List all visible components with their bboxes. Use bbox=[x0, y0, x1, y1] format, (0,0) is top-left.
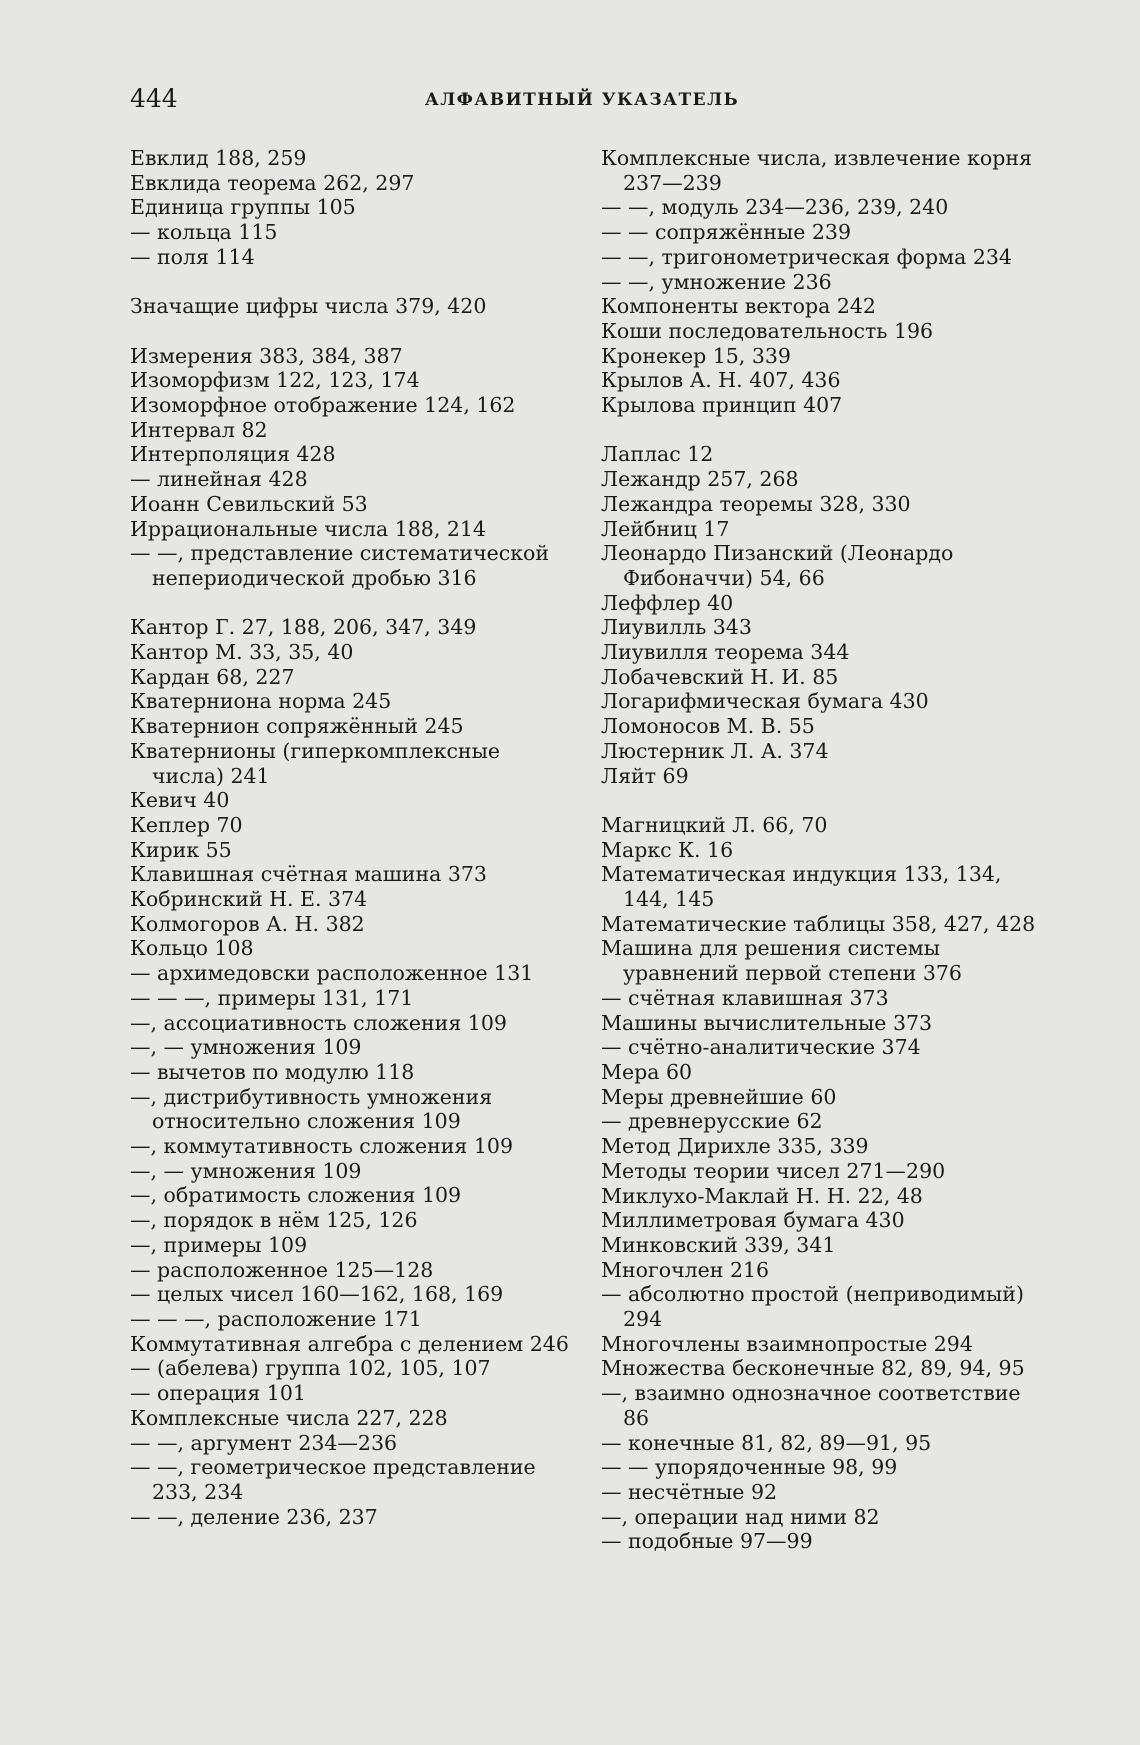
index-entry: Изоморфное отображение 124, 162 bbox=[130, 393, 516, 417]
index-entry: Множества бесконечные 82, 89, 94, 95 bbox=[601, 1356, 1025, 1381]
index-entry: Математические таблицы 358, 427, 428 bbox=[601, 911, 1036, 936]
index-entry: Колмогоров А. Н. 382 bbox=[130, 911, 365, 936]
letter-group-gap bbox=[601, 418, 1041, 443]
index-entry: — — сопряжённые 239 bbox=[601, 220, 851, 245]
index-entry: — счётная клавишная 373 bbox=[601, 985, 889, 1010]
index-entry: — древнерусские 62 bbox=[601, 1109, 823, 1134]
index-column-right bbox=[601, 146, 1041, 1554]
index-entry: Машины вычислительные 373 bbox=[601, 1010, 933, 1035]
index-entry: —, взаимно однозначное соответствие 86 bbox=[601, 1381, 1021, 1430]
index-entry: Коши последовательность 196 bbox=[601, 318, 934, 343]
index-entry: Единица группы 105 bbox=[130, 195, 356, 220]
index-entry: — расположенное 125—128 bbox=[130, 1257, 434, 1282]
index-entry: Люстерник Л. А. 374 bbox=[601, 738, 829, 763]
index-entry: Маркс К. 16 bbox=[601, 837, 734, 862]
index-entry: — —, умножение 236 bbox=[601, 269, 832, 294]
index-entry: —, дистрибутивность умножения относительно сложения 109 bbox=[130, 1084, 493, 1134]
index-entry: Кеплер 70 bbox=[130, 812, 243, 837]
index-entry: Кватернион сопряжённый 245 bbox=[130, 714, 464, 739]
index-entry: Кватернионы (гиперкомплексные числа) 241 bbox=[130, 738, 501, 788]
index-entry: Меры древнейшие 60 bbox=[601, 1084, 837, 1109]
index-entry: —, — умножения 109 bbox=[130, 1035, 362, 1060]
index-entry: Мера 60 bbox=[601, 1059, 693, 1084]
index-entry: — —, аргумент 234—236 bbox=[130, 1430, 398, 1455]
letter-group-gap bbox=[130, 591, 570, 616]
index-entry: — абсолютно простой (неприводимый) 294 bbox=[601, 1282, 1024, 1332]
page-number: 444 bbox=[130, 84, 178, 113]
index-entry: — (абелева) группа 102, 105, 107 bbox=[130, 1356, 491, 1381]
index-entry: Комплексные числа 227, 228 bbox=[130, 1405, 448, 1430]
index-entry: Лиувилль 343 bbox=[601, 615, 752, 640]
index-entry: — —, представление систематической непериодической дробью 316 bbox=[130, 541, 550, 590]
index-entry: Лаплас 12 bbox=[601, 442, 714, 467]
index-entry: Машина для решения системы уравнений первой степени 376 bbox=[601, 936, 962, 986]
letter-group-gap bbox=[130, 319, 570, 344]
index-entry: Лобачевский Н. И. 85 bbox=[601, 664, 839, 689]
index-entry: Миклухо-Маклай Н. Н. 22, 48 bbox=[601, 1183, 923, 1208]
index-entry: —, обратимость сложения 109 bbox=[130, 1183, 462, 1208]
index-entry: —, коммутативность сложения 109 bbox=[130, 1134, 513, 1159]
index-entry: —, — умножения 109 bbox=[130, 1158, 362, 1183]
index-entry: Минковский 339, 341 bbox=[601, 1232, 836, 1257]
index-entry: — операция 101 bbox=[130, 1381, 306, 1406]
index-entry: — конечные 81, 82, 89—91, 95 bbox=[601, 1430, 932, 1455]
index-entry: Кватерниона норма 245 bbox=[130, 689, 392, 714]
index-entry: Логарифмическая бумага 430 bbox=[601, 689, 929, 714]
index-entry: Значащие цифры числа 379, 420 bbox=[130, 294, 487, 319]
index-entry: Лежандра теоремы 328, 330 bbox=[601, 491, 911, 516]
index-entry: — целых чисел 160—162, 168, 169 bbox=[130, 1282, 504, 1307]
index-entry: — — —, расположение 171 bbox=[130, 1307, 422, 1331]
index-entry: Лейбниц 17 bbox=[601, 516, 730, 541]
index-entry: Евклид 188, 259 bbox=[130, 146, 307, 170]
index-entry: —, порядок в нём 125, 126 bbox=[130, 1208, 418, 1233]
index-entry: Клавишная счётная машина 373 bbox=[130, 862, 487, 887]
index-entry: —, операции над ними 82 bbox=[601, 1504, 880, 1529]
index-entry: — —, деление 236, 237 bbox=[130, 1504, 378, 1529]
index-entry: Леонардо Пизанский (Леонардо Фибоначчи) 54, 66 bbox=[601, 541, 954, 590]
index-entry: Многочлен 216 bbox=[601, 1257, 770, 1282]
index-entry: Кирик 55 bbox=[130, 837, 232, 862]
index-entry: Иоанн Севильский 53 bbox=[130, 491, 368, 516]
index-entry: —, примеры 109 bbox=[130, 1232, 308, 1257]
index-column-left bbox=[130, 146, 570, 1529]
index-entry: Крылова принцип 407 bbox=[601, 393, 843, 418]
index-entry: — линейная 428 bbox=[130, 467, 308, 492]
page-header bbox=[128, 84, 1036, 118]
index-entry: Кобринский Н. Е. 374 bbox=[130, 887, 368, 912]
index-entry: Кевич 40 bbox=[130, 788, 230, 813]
index-entry: Методы теории чисел 271—290 bbox=[601, 1158, 946, 1183]
index-entry: Измерения 383, 384, 387 bbox=[130, 343, 403, 368]
index-entry: —, ассоциативность сложения 109 bbox=[130, 1010, 507, 1035]
index-entry: Леффлер 40 bbox=[601, 590, 734, 615]
index-entry: Лиувилля теорема 344 bbox=[601, 640, 850, 665]
index-entry: Лежандр 257, 268 bbox=[601, 467, 799, 492]
index-entry: Интерполяция 428 bbox=[130, 442, 336, 467]
letter-group-gap bbox=[601, 788, 1041, 813]
index-entry: Метод Дирихле 335, 339 bbox=[601, 1134, 869, 1159]
index-entry: Кронекер 15, 339 bbox=[601, 343, 791, 368]
index-entry: — подобные 97—99 bbox=[601, 1529, 813, 1554]
index-entry: — — —, примеры 131, 171 bbox=[130, 985, 414, 1010]
index-entry: Математическая индукция 133, 134, 144, 145 bbox=[601, 862, 1002, 912]
index-entry: Евклида теорема 262, 297 bbox=[130, 170, 415, 195]
index-entry: — —, тригонометрическая форма 234 bbox=[601, 244, 1012, 269]
index-entry: Ломоносов М. В. 55 bbox=[601, 714, 815, 739]
index-entry: — — упорядоченные 98, 99 bbox=[601, 1455, 898, 1480]
index-entry: Кантор Г. 27, 188, 206, 347, 349 bbox=[130, 615, 477, 640]
index-entry: Коммутативная алгебра с делением 246 bbox=[130, 1331, 569, 1356]
index-entry: Компоненты вектора 242 bbox=[601, 294, 876, 319]
index-entry: Кардан 68, 227 bbox=[130, 664, 295, 689]
running-title: АЛФАВИТНЫЙ УКАЗАТЕЛЬ bbox=[424, 90, 740, 110]
letter-group-gap bbox=[130, 270, 570, 295]
index-entry: Магницкий Л. 66, 70 bbox=[601, 812, 828, 837]
index-entry: — —, модуль 234—236, 239, 240 bbox=[601, 195, 949, 220]
index-entry: — архимедовски расположенное 131 bbox=[130, 961, 534, 986]
index-entry: Ляйт 69 bbox=[601, 763, 689, 788]
index-entry: — поля 114 bbox=[130, 244, 255, 269]
index-entry: Иррациональные числа 188, 214 bbox=[130, 516, 486, 541]
index-entry: — счётно-аналитические 374 bbox=[601, 1035, 921, 1060]
index-entry: Кантор М. 33, 35, 40 bbox=[130, 640, 354, 665]
index-entry: Изоморфизм 122, 123, 174 bbox=[130, 368, 420, 393]
index-entry: — несчётные 92 bbox=[601, 1479, 778, 1504]
index-entry: Миллиметровая бумага 430 bbox=[601, 1208, 905, 1233]
index-entry: — —, геометрическое представление 233, 234 bbox=[130, 1455, 536, 1504]
index-entry: Кольцо 108 bbox=[130, 936, 254, 961]
index-entry: — кольца 115 bbox=[130, 220, 278, 245]
index-entry: Многочлены взаимнопростые 294 bbox=[601, 1331, 973, 1356]
index-entry: Комплексные числа, извлечение корня 237—239 bbox=[601, 146, 1032, 195]
index-entry: Крылов А. Н. 407, 436 bbox=[601, 368, 841, 393]
index-entry: Интервал 82 bbox=[130, 417, 268, 442]
index-entry: — вычетов по модулю 118 bbox=[130, 1059, 415, 1084]
